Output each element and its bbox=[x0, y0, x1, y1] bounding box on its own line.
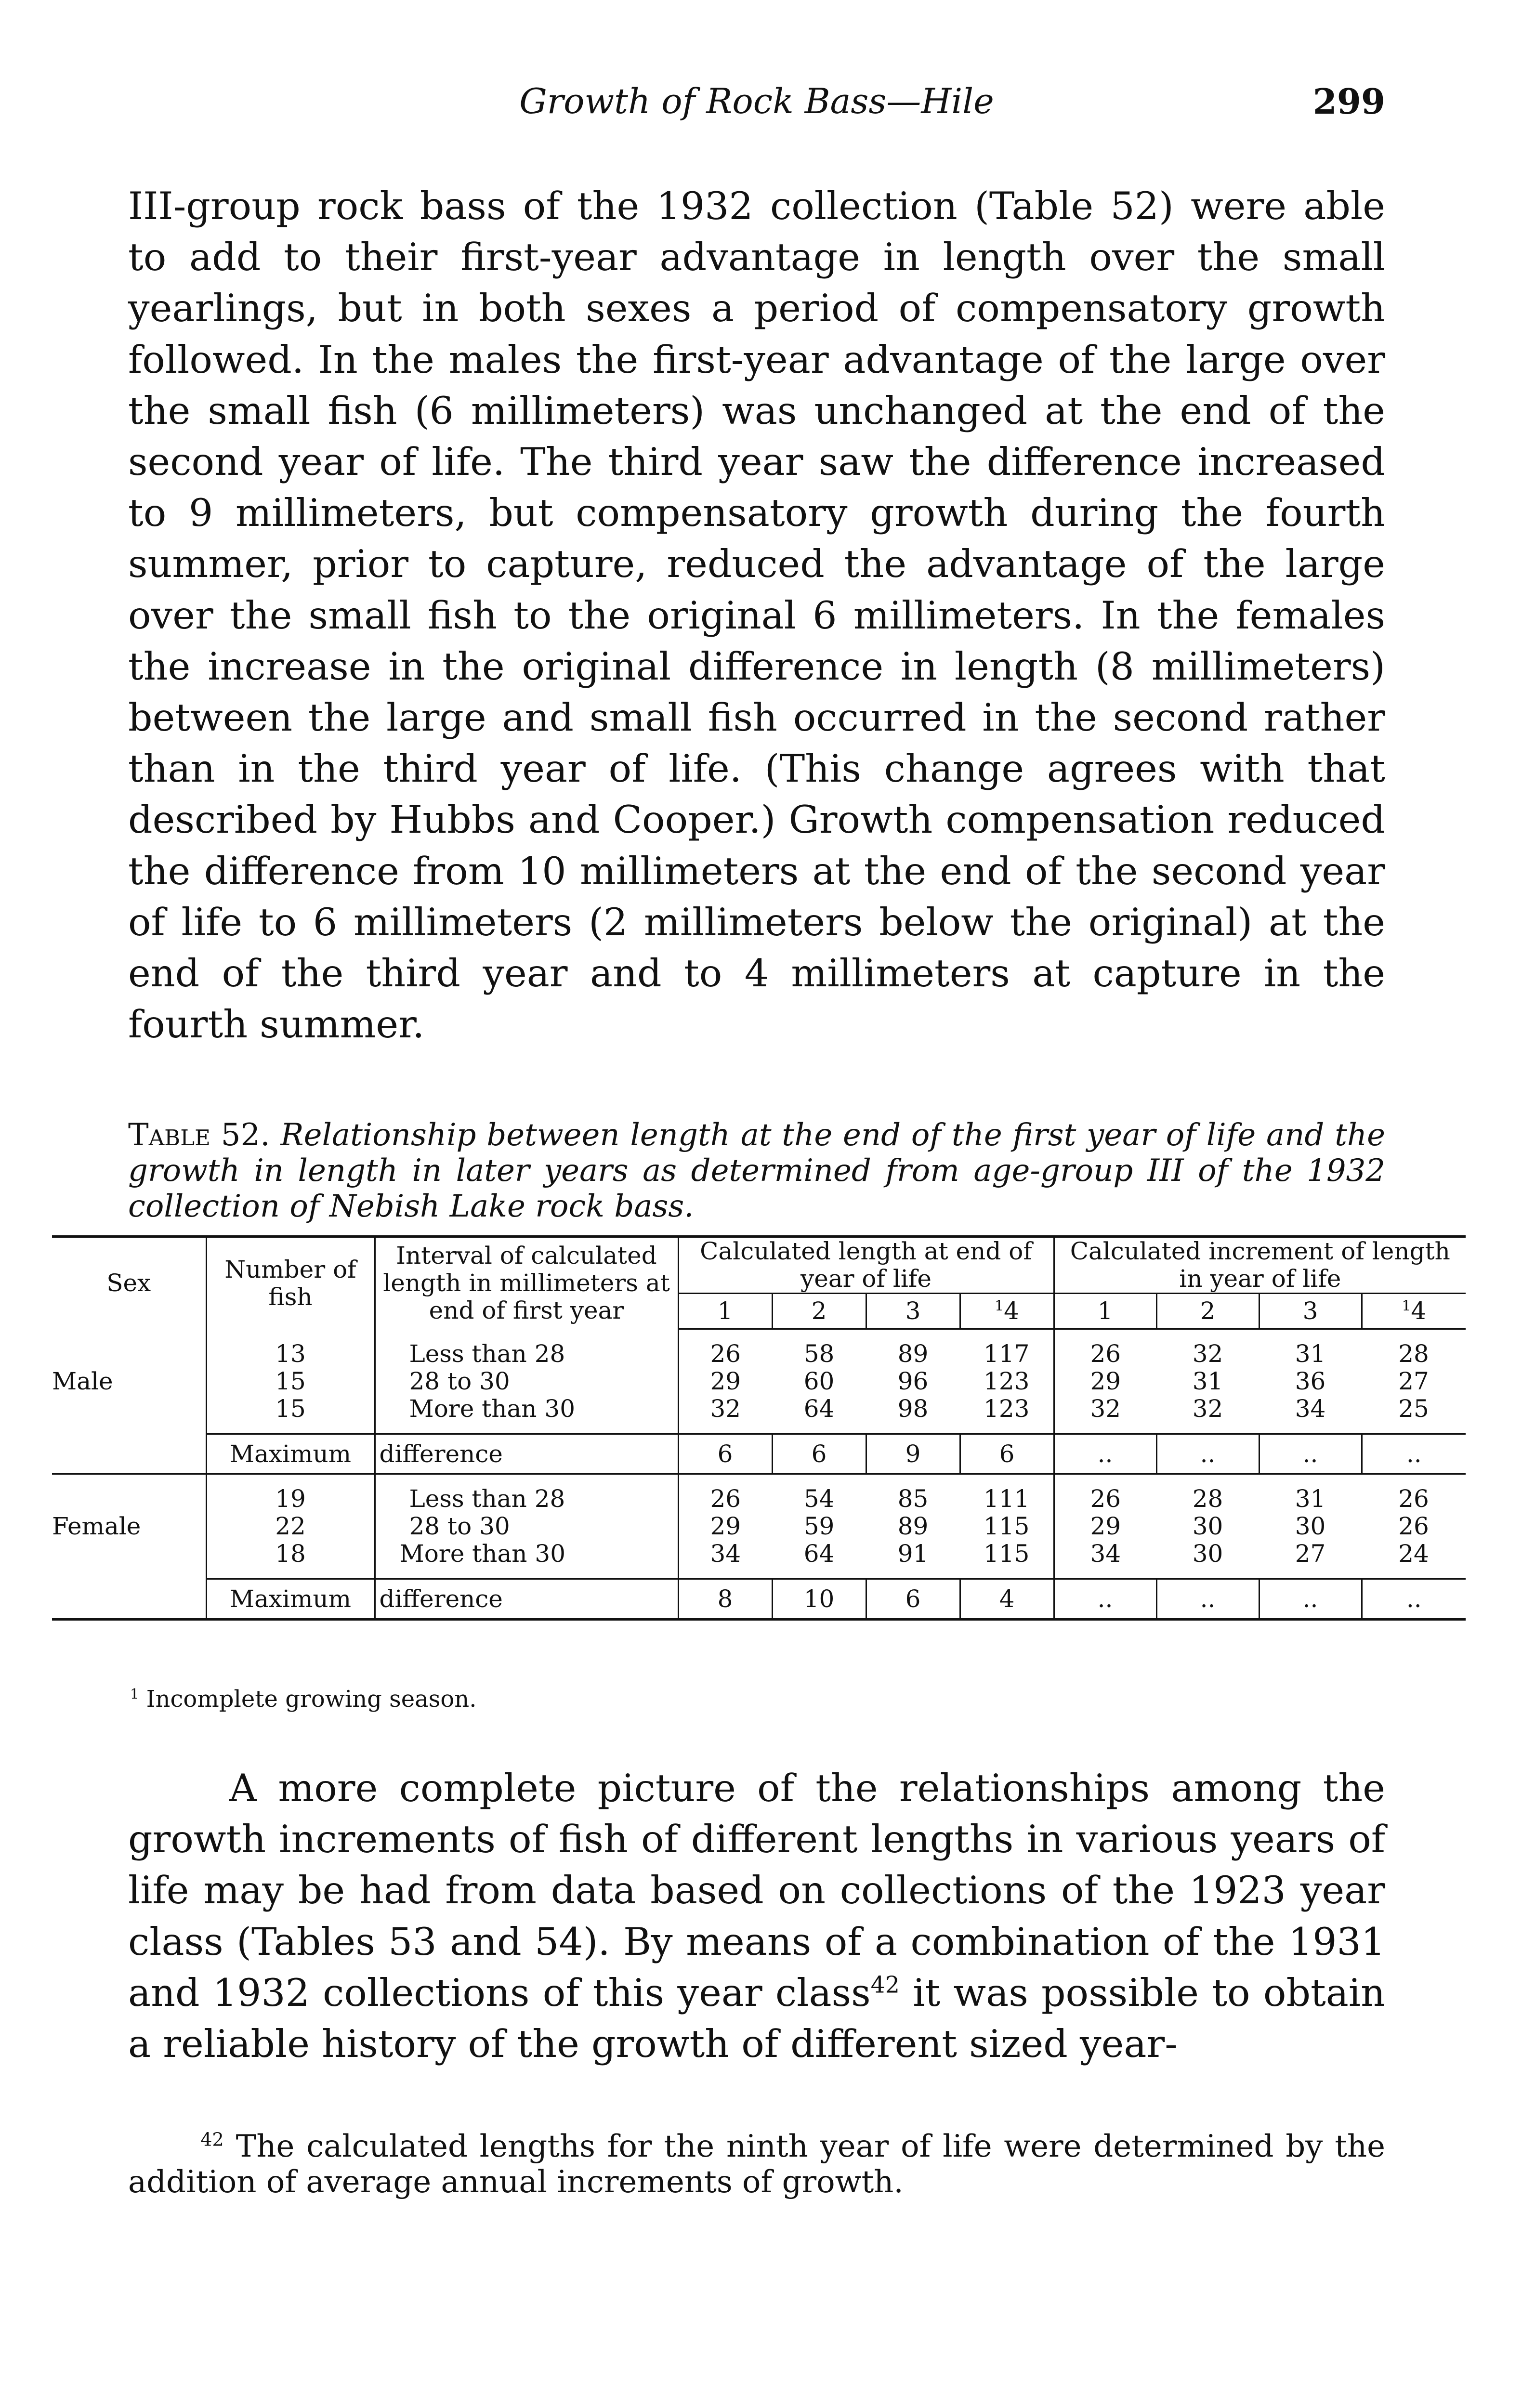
cell-length: 111 bbox=[984, 1485, 1030, 1513]
cell-interval: 28 to 30 bbox=[375, 1368, 678, 1395]
cell-increment: 27 bbox=[1398, 1367, 1429, 1395]
cell-length: 89 bbox=[897, 1512, 929, 1540]
cell-increment: 25 bbox=[1398, 1395, 1429, 1423]
col-header-calculated-increment: Calculated increment of length in year of life bbox=[1054, 1237, 1466, 1294]
cell-increment: 28 bbox=[1398, 1340, 1429, 1368]
cell-increment: 27 bbox=[1295, 1540, 1326, 1568]
col-header-sex: Sex bbox=[52, 1237, 206, 1329]
cell-increment: 32 bbox=[1192, 1340, 1223, 1368]
cell-length: 29 bbox=[678, 1513, 772, 1540]
cell-length: 26 bbox=[678, 1485, 772, 1513]
page-footnote-text: The calculated lengths for the ninth year of life were determined by the addition of average annual increments of growth. bbox=[128, 2129, 1386, 2200]
table-caption-label: Table 52. bbox=[128, 1117, 270, 1153]
cell-interval: 28 to 30 bbox=[375, 1513, 678, 1540]
table-footnote-text: Incomplete growing season. bbox=[146, 1686, 477, 1713]
cell-increment: 31 bbox=[1295, 1340, 1326, 1368]
cell-increment: 31 bbox=[1295, 1485, 1326, 1513]
max-label: Maximum bbox=[206, 1434, 375, 1474]
page-footnote bbox=[128, 2129, 1385, 2200]
cell-length: 58 bbox=[803, 1340, 835, 1368]
cell-dots: .. bbox=[1156, 1579, 1259, 1620]
cell-length: 59 bbox=[803, 1512, 835, 1540]
col-header-calculated-length: Calculated length at end of year of life bbox=[678, 1237, 1054, 1294]
col-header-length-year-1: 1 bbox=[678, 1294, 772, 1329]
cell-number: 13 bbox=[206, 1340, 375, 1368]
cell-increment: 30 bbox=[1192, 1512, 1223, 1540]
cell-length: 26 bbox=[678, 1340, 772, 1368]
max-label-difference: difference bbox=[375, 1579, 678, 1620]
paragraph-2-text: A more complete picture of the relationships among the growth increments of fish of different lengths in various years of life may be had from data based on collections of the 1923 year class (Tables 53 and 54). By means of a combination of the 1931 and 1932 collections of this year class bbox=[128, 1766, 1385, 2015]
paragraph-1: III-group rock bass of the 1932 collection (Table 52) were able to add to their first-year advantage in length over the small yearlings, but in both sexes a period of compensatory growth followed. In the males the first-year advantage of the large over the small fish (6 millimeters) was unchanged at the end of the second year of life. The third year saw the difference increased to 9 millimeters, but compensatory growth during the fourth summer, prior to capture, reduced the advantage of the large over the small fish to the original 6 millimeters. In the females the increase in the original difference in length (8 millimeters) between the large and small fish occurred in the second rather than in the third year of life. (This change agrees with that described by Hubbs and Cooper.) Growth compensation reduced the difference from 10 millimeters at the end of the second year of life to 6 millimeters (2 millimeters below the original) at the end of the third year and to 4 millimeters at capture in the fourth summer. bbox=[128, 184, 1385, 1047]
cell-length: 123 bbox=[984, 1367, 1030, 1395]
cell-length: 115 bbox=[984, 1540, 1030, 1568]
col-header-length-year-2: 2 bbox=[772, 1294, 866, 1329]
cell-increment: 30 bbox=[1295, 1512, 1326, 1540]
cell-increment: 28 bbox=[1192, 1485, 1223, 1513]
cell-increment: 29 bbox=[1054, 1368, 1156, 1395]
table-row bbox=[52, 1485, 1466, 1513]
cell-dots: .. bbox=[1054, 1579, 1156, 1620]
cell-interval: More than 30 bbox=[375, 1395, 678, 1423]
col-header-increment-year-2: 2 bbox=[1156, 1294, 1259, 1329]
cell-increment: 26 bbox=[1398, 1512, 1429, 1540]
cell-max-diff: 6 bbox=[678, 1434, 772, 1474]
sex-label-male: Male bbox=[52, 1367, 113, 1395]
cell-increment: 26 bbox=[1054, 1340, 1156, 1368]
cell-max-diff: 6 bbox=[772, 1434, 866, 1474]
cell-length: 29 bbox=[678, 1368, 772, 1395]
footnote-ref-42: 42 bbox=[870, 1972, 900, 1999]
cell-increment: 24 bbox=[1398, 1540, 1429, 1568]
cell-length: 89 bbox=[897, 1340, 929, 1368]
sex-label-female: Female bbox=[52, 1512, 141, 1540]
table-row bbox=[52, 1395, 1466, 1423]
cell-increment: 34 bbox=[1295, 1395, 1326, 1423]
cell-dots: .. bbox=[1156, 1434, 1259, 1474]
cell-length: 117 bbox=[984, 1340, 1030, 1368]
table-caption-text: Relationship between length at the end of the first year of life and the growth in length in later years as determined from age-group III of the 1932 collection of Nebish Lake rock bass. bbox=[128, 1117, 1386, 1224]
cell-increment: 32 bbox=[1054, 1395, 1156, 1423]
paragraph-2-text-end: it was possible to obtain a reliable history of the growth of different sized year- bbox=[128, 1970, 1385, 2067]
cell-length: 60 bbox=[803, 1367, 835, 1395]
cell-increment: 29 bbox=[1054, 1513, 1156, 1540]
running-title: Growth of Rock Bass—Hile bbox=[519, 81, 994, 121]
cell-length: 115 bbox=[984, 1512, 1030, 1540]
cell-increment: 36 bbox=[1295, 1367, 1326, 1395]
page-number: 299 bbox=[1312, 81, 1385, 122]
col-header-length-year-4 bbox=[960, 1294, 1054, 1329]
max-label: Maximum bbox=[206, 1579, 375, 1620]
cell-length: 123 bbox=[984, 1395, 1030, 1423]
table-row bbox=[52, 1540, 1466, 1568]
cell-interval: Less than 28 bbox=[375, 1485, 678, 1513]
cell-increment: 26 bbox=[1054, 1485, 1156, 1513]
col-header-increment-year-3: 3 bbox=[1259, 1294, 1362, 1329]
footnote-ref: 1 bbox=[1402, 1297, 1411, 1314]
cell-increment: 31 bbox=[1192, 1367, 1223, 1395]
footnote-ref: 1 bbox=[995, 1297, 1004, 1314]
cell-increment: 30 bbox=[1192, 1540, 1223, 1568]
table-row-max-difference-male bbox=[52, 1434, 1466, 1474]
cell-max-diff: 8 bbox=[678, 1579, 772, 1620]
table-row bbox=[52, 1340, 1466, 1368]
cell-length: 98 bbox=[897, 1395, 929, 1423]
max-label-difference: difference bbox=[375, 1434, 678, 1474]
year-4-label: 4 bbox=[1004, 1296, 1019, 1325]
cell-length: 96 bbox=[897, 1367, 929, 1395]
cell-length: 85 bbox=[897, 1485, 929, 1513]
paragraph-2 bbox=[128, 1763, 1385, 2069]
cell-dots: .. bbox=[1259, 1579, 1362, 1620]
cell-increment: 26 bbox=[1398, 1485, 1429, 1513]
cell-length: 32 bbox=[678, 1395, 772, 1423]
table-caption bbox=[128, 1117, 1385, 1224]
cell-length: 54 bbox=[803, 1485, 835, 1513]
col-header-increment-year-1: 1 bbox=[1054, 1294, 1156, 1329]
page-footnote-marker: 42 bbox=[200, 2129, 224, 2151]
year-4-label: 4 bbox=[1411, 1296, 1427, 1325]
cell-increment: 32 bbox=[1192, 1395, 1223, 1423]
cell-dots: .. bbox=[1362, 1579, 1466, 1620]
cell-max-diff: 10 bbox=[772, 1579, 866, 1620]
cell-dots: .. bbox=[1362, 1434, 1466, 1474]
cell-increment: 34 bbox=[1054, 1540, 1156, 1568]
cell-length: 34 bbox=[678, 1540, 772, 1568]
cell-dots: .. bbox=[1259, 1434, 1362, 1474]
col-header-number-of-fish: Number of fish bbox=[206, 1237, 375, 1329]
cell-number: 22 bbox=[206, 1513, 375, 1540]
table-row-max-difference-female bbox=[52, 1579, 1466, 1620]
cell-max-diff: 6 bbox=[866, 1579, 960, 1620]
cell-length: 91 bbox=[897, 1540, 929, 1568]
cell-number: 18 bbox=[206, 1540, 375, 1568]
col-header-interval: Interval of calculated length in millimeters at end of first year bbox=[375, 1237, 678, 1329]
table-52 bbox=[52, 1235, 1466, 1621]
cell-max-diff: 6 bbox=[960, 1434, 1054, 1474]
cell-length: 64 bbox=[803, 1395, 835, 1423]
table-row bbox=[52, 1513, 1466, 1540]
cell-max-diff: 4 bbox=[960, 1579, 1054, 1620]
cell-number: 15 bbox=[206, 1395, 375, 1423]
table-row bbox=[52, 1368, 1466, 1395]
cell-interval: More than 30 bbox=[375, 1540, 678, 1568]
cell-interval: Less than 28 bbox=[375, 1340, 678, 1368]
col-header-length-year-3: 3 bbox=[866, 1294, 960, 1329]
cell-number: 15 bbox=[206, 1368, 375, 1395]
table-footnote-marker: 1 bbox=[130, 1686, 139, 1702]
page-footnote-body bbox=[128, 2129, 1385, 2200]
cell-dots: .. bbox=[1054, 1434, 1156, 1474]
col-header-increment-year-4 bbox=[1362, 1294, 1466, 1329]
table-footnote bbox=[130, 1686, 476, 1713]
page-header bbox=[128, 81, 1385, 134]
cell-number: 19 bbox=[206, 1485, 375, 1513]
cell-length: 64 bbox=[803, 1540, 835, 1568]
cell-max-diff: 9 bbox=[866, 1434, 960, 1474]
